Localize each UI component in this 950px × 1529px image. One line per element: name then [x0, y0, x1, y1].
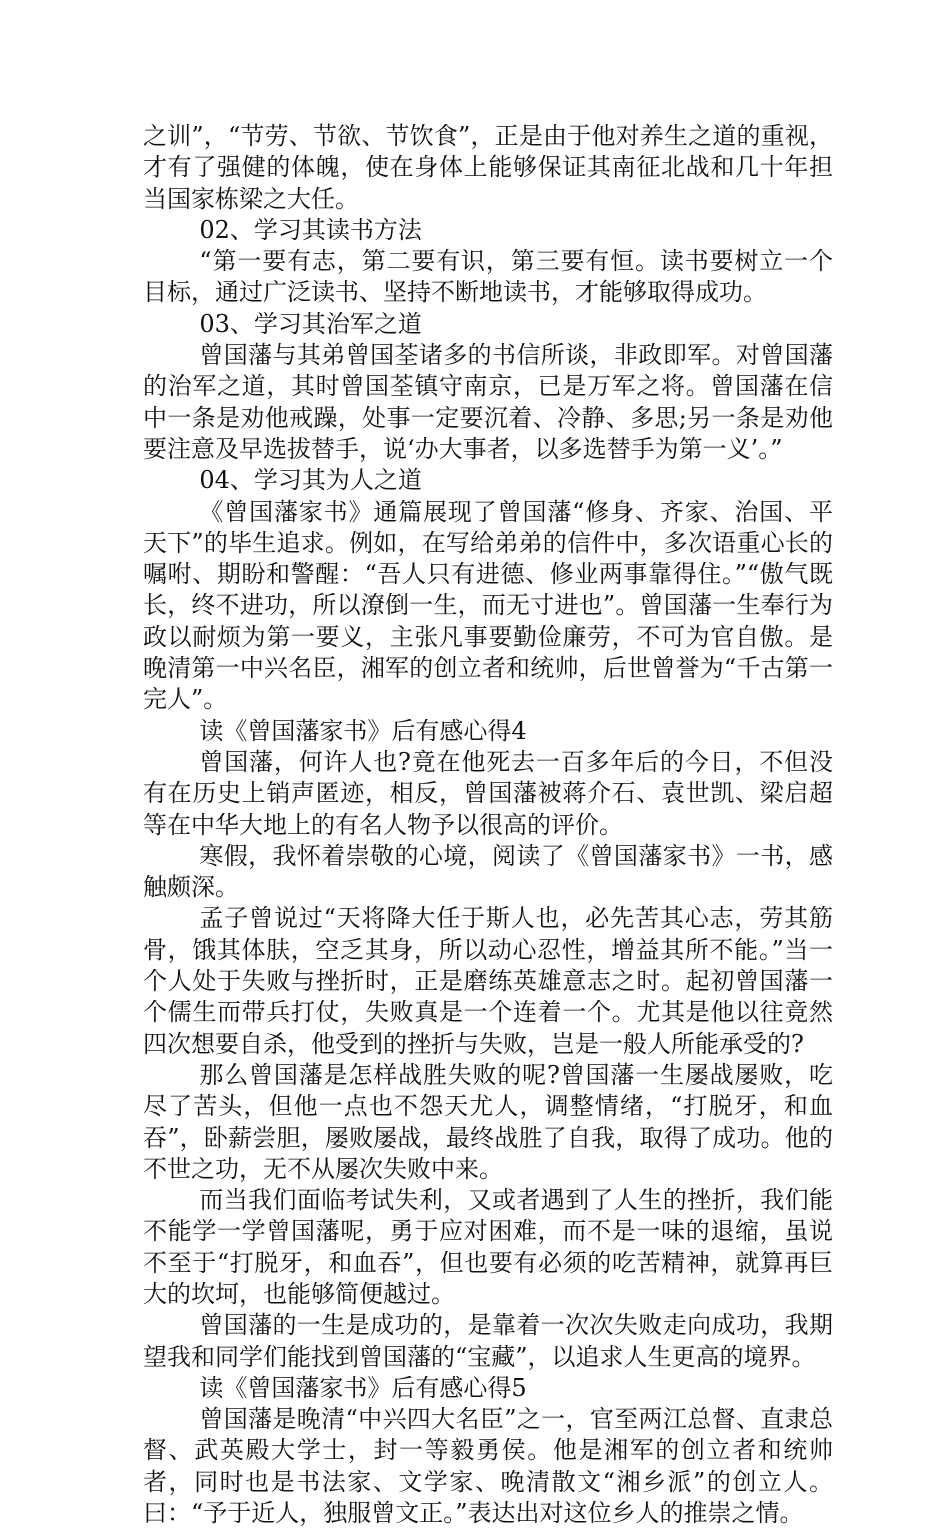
paragraph: 《曾国藩家书》通篇展现了曾国藩“修身、齐家、治国、平天下”的毕生追求。例如，在写给弟弟的信件中，多次语重心长的嘱咐、期盼和警醒：“吾人只有进德、修业两事靠得住。”“傲气既长，终不进功，所以潦倒一生，而无寸进也”。曾国藩一生奉行为政以耐烦为第一要义，主张凡事要勤俭廉劳，不可为官自傲。是晚清第一中兴名臣，湘军的创立者和统帅，后世曾誉为“千古第一完人”。 [143, 497, 833, 714]
article-body [143, 121, 833, 1529]
paragraph: 孟子曾说过“天将降大任于斯人也，必先苦其心志，劳其筋骨，饿其体肤，空乏其身，所以动心忍性，增益其所不能。”当一个人处于失败与挫折时，正是磨练英雄意志之时。起初曾国藩一个儒生而带兵打仗，失败真是一个连着一个。尤其是他以往竟然四次想要自杀，他受到的挫折与失败，岂是一般人所能承受的? [143, 904, 833, 1058]
section-heading-02: 02、学习其读书方法 [199, 215, 422, 244]
essay-title-4: 读《曾国藩家书》后有感心得4 [199, 716, 527, 745]
paragraph: 那么曾国藩是怎样战胜失败的呢?曾国藩一生屡战屡败，吃尽了苦头，但他一点也不怨天尤人，调整情绪，“打脱牙，和血吞”，卧薪尝胆，屡败屡战，最终战胜了自我，取得了成功。他的不世之功，无不从屡次失败中来。 [143, 1060, 833, 1183]
paragraph-continued: 之训”，“节劳、节欲、节饮食”，正是由于他对养生之道的重视，才有了强健的体魄，使在身体上能够保证其南征北战和几十年担当国家栋梁之大任。 [143, 122, 833, 213]
paragraph: 曾国藩的一生是成功的，是靠着一次次失败走向成功，我期望我和同学们能找到曾国藩的“宝藏”，以追求人生更高的境界。 [143, 1311, 833, 1371]
section-heading-03: 03、学习其治军之道 [199, 309, 422, 338]
paragraph: 寒假，我怀着崇敬的心境，阅读了《曾国藩家书》一书，感触颇深。 [143, 841, 833, 902]
paragraph: 曾国藩是晚清“中兴四大名臣”之一，官至两江总督、直隶总督、武英殿大学士，封一等毅勇侯。他是湘军的创立者和统帅者，同时也是书法家、文学家、晚清散文“湘乡派”的创立人。曰：“予于近人，独服曾文正。”表达出对这位乡人的推崇之情。 [143, 1405, 833, 1528]
essay-title-5: 读《曾国藩家书》后有感心得5 [199, 1373, 527, 1402]
section-heading-04: 04、学习其为人之道 [199, 466, 422, 495]
paragraph: 而当我们面临考试失利，又或者遇到了人生的挫折，我们能不能学一学曾国藩呢，勇于应对困难，而不是一味的退缩，虽说不至于“打脱牙，和血吞”，但也要有必须的吃苦精神，就算再巨大的坎坷，也能够简便越过。 [143, 1186, 833, 1308]
paragraph: 曾国藩与其弟曾国荃诸多的书信所谈，非政即军。对曾国藩的治军之道，其时曾国荃镇守南京，已是万军之将。曾国藩在信中一条是劝他戒躁，处事一定要沉着、冷静、多思;另一条是劝他要注意及早选拔替手，说‘办大事者，以多选替手为第一义’。” [143, 341, 833, 463]
paragraph: “第一要有志，第二要有识，第三要有恒。读书要树立一个目标，通过广泛读书、坚持不断地读书，才能够取得成功。 [143, 247, 833, 307]
paragraph: 曾国藩，何许人也?竟在他死去一百多年后的今日，不但没有在历史上销声匿迹，相反，曾国藩被蒋介石、袁世凯、梁启超等在中华大地上的有名人物予以很高的评价。 [143, 747, 833, 839]
